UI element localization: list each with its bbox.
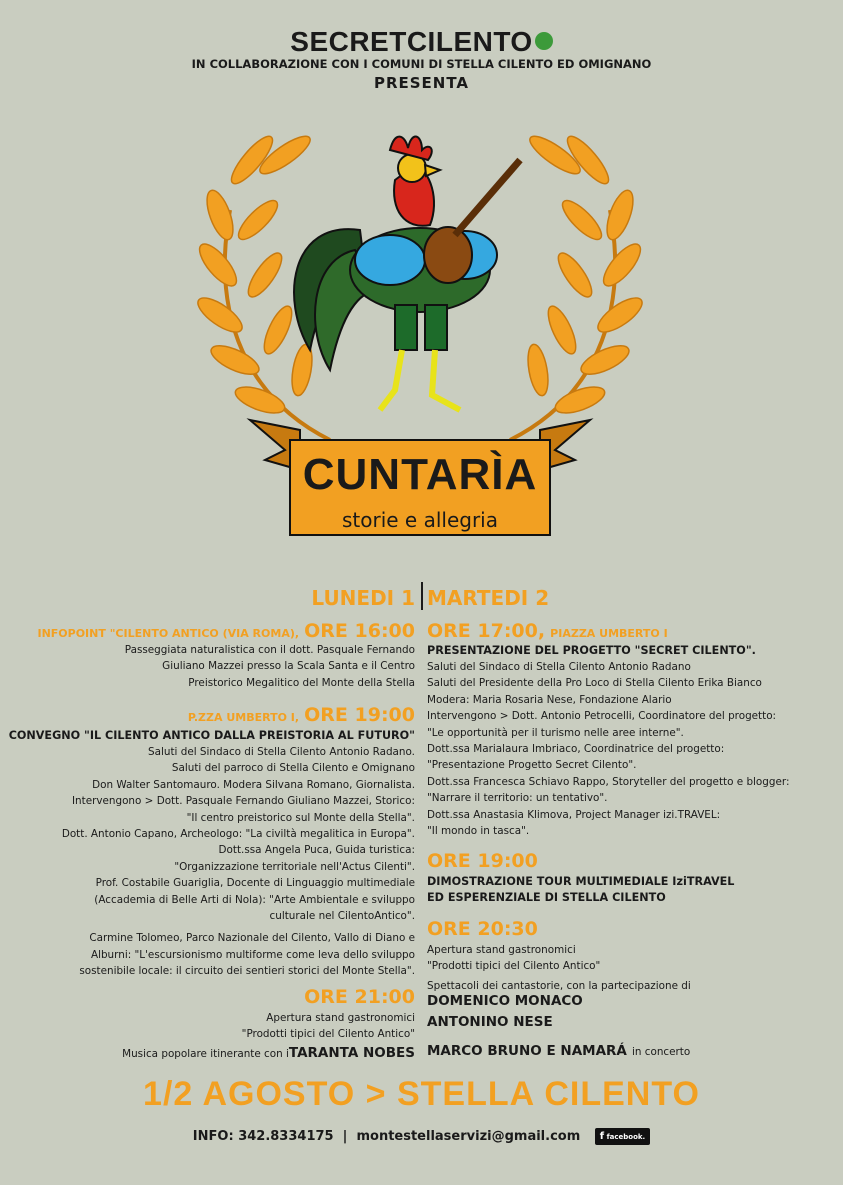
text-line: Passeggiata naturalistica con il dott. Pasquale Fernando — [124, 644, 415, 656]
info-label: INFO: — [192, 1129, 234, 1144]
right-event-3-body — [427, 942, 600, 975]
right-event-1-header — [427, 620, 668, 642]
day-right-header: MARTEDI 2 — [427, 586, 550, 610]
presenta-label: PRESENTA — [373, 74, 470, 92]
day-divider — [421, 582, 423, 610]
left-ev1-place: INFOPOINT "CILENTO ANTICO (VIA ROMA), — [37, 627, 300, 640]
text-line: sostenibile locale: il circuito dei sentieri storici del Monte Stella". — [79, 965, 415, 978]
text-line: "Organizzazione territoriale nell'Actus Cilenti". — [174, 860, 415, 873]
performer-name: ANTONINO NESE — [427, 1014, 553, 1030]
text-line: Don Walter Santomauro. Modera Silvana Romano, Giornalista. — [92, 778, 415, 791]
right-ev4-concert — [427, 1040, 690, 1061]
text-line: Saluti del parroco di Stella Cilento e Omignano — [171, 762, 415, 775]
text-line: "Il centro preistorico sul Monte della Stella". — [186, 811, 415, 824]
left-ev3-time: ORE 21:00 — [304, 986, 415, 1008]
text-line: ED ESPERENZIALE DI STELLA CILENTO — [427, 891, 666, 904]
text-line: "Prodotti tipici del Cilento Antico" — [241, 1028, 415, 1041]
left-ev3-music — [122, 1042, 415, 1063]
facebook-label: facebook. — [606, 1133, 646, 1141]
text-line: Apertura stand gastronomici — [266, 1012, 415, 1024]
text-line: Intervengono > Dott. Antonio Petrocelli, Coordinatore del progetto: — [427, 710, 777, 723]
left-event-2-body — [62, 744, 415, 980]
text-line: "Presentazione Progetto Secret Cilento". — [427, 759, 637, 772]
event-date-location: 1/2 AGOSTO > STELLA CILENTO — [143, 1075, 700, 1113]
facebook-icon[interactable]: f facebook. — [595, 1128, 650, 1145]
text-line: "Le opportunità per il turismo nelle aree interne". — [427, 726, 684, 739]
band-name: TARANTA NOBES — [288, 1045, 415, 1061]
text-line: culturale nel CilentoAntico". — [269, 910, 415, 923]
text-line: Saluti del Sindaco di Stella Cilento Antonio Radano. — [148, 746, 415, 758]
text-line: Preistorico Megalitico del Monte della Stella — [188, 676, 415, 689]
text-line: Carmine Tolomeo, Parco Nazionale del Cilento, Vallo di Diano e — [89, 932, 415, 945]
logo-title: CUNTARÌA — [302, 450, 538, 499]
text-line: Dott. Antonio Capano, Archeologo: "La civiltà megalitica in Europa". — [61, 828, 415, 841]
text-line: Saluti del Presidente della Pro Loco di Stella Cilento Erika Bianco — [427, 677, 762, 690]
text-line: Saluti del Sindaco di Stella Cilento Antonio Radano — [427, 661, 691, 673]
left-event-3-body — [242, 1010, 415, 1043]
laurel-right-icon — [510, 130, 647, 440]
music-text: Musica popolare itinerante con i — [122, 1048, 289, 1060]
concert-suffix: in concerto — [631, 1046, 691, 1058]
brand-logo — [0, 26, 843, 58]
email-link[interactable]: montestellaservizi@gmail.com — [356, 1129, 581, 1144]
text-line: "Narrare il territorio: un tentativo". — [427, 792, 608, 805]
text-line: Dott.ssa Angela Puca, Guida turistica: — [218, 844, 415, 857]
right-ev4-intro: Spettacoli dei cantastorie, con la partecipazione di — [427, 980, 691, 992]
text-line: Dott.ssa Anastasia Klimova, Project Manager izi.TRAVEL: — [427, 808, 721, 821]
collaboration-line: IN COLLABORAZIONE CON I COMUNI DI STELLA CILENTO ED OMIGNANO — [191, 57, 652, 71]
text-line: Dott.ssa Francesca Schiavo Rappo, Storyteller del progetto e blogger: — [427, 775, 790, 788]
day-left-header: LUNEDI 1 — [311, 586, 415, 610]
contact-info — [0, 1128, 843, 1145]
text-line: Intervengono > Dott. Pasquale Fernando Giuliano Mazzei, Storico: — [71, 795, 415, 808]
performer-name: MARCO BRUNO E NAMARÁ — [427, 1043, 627, 1059]
left-ev1-time: ORE 16:00 — [304, 620, 415, 642]
rooster-icon — [294, 136, 520, 410]
left-event-1-header — [37, 620, 415, 642]
text-line: Giuliano Mazzei presso la Scala Santa e il Centro — [162, 660, 415, 673]
logo-subtitle: storie e allegria — [341, 508, 498, 532]
text-line: Modera: Maria Rosaria Nese, Fondazione Alario — [427, 693, 672, 706]
text-line: Prof. Costabile Guariglia, Docente di Linguaggio multimediale — [95, 877, 415, 890]
left-ev2-title: CONVEGNO "IL CILENTO ANTICO DALLA PREISTORIA AL FUTURO" — [8, 729, 415, 742]
separator: | — [342, 1129, 348, 1144]
signal-icon — [535, 32, 553, 50]
text-line: Apertura stand gastronomici — [427, 944, 576, 956]
phone-number[interactable]: 342.8334175 — [238, 1129, 334, 1144]
right-ev3-time: ORE 20:30 — [427, 918, 538, 940]
left-event-1-body — [125, 642, 415, 691]
right-event-2-body — [427, 874, 734, 906]
right-ev2-time: ORE 19:00 — [427, 850, 538, 872]
right-ev1-title: PRESENTAZIONE DEL PROGETTO "SECRET CILENTO". — [427, 644, 756, 657]
performer-name: DOMENICO MONACO — [427, 993, 583, 1009]
left-ev2-place: P.ZZA UMBERTO I, — [187, 711, 300, 724]
text-line: (Accademia di Belle Arti di Nola): "Arte Ambientale e sviluppo — [94, 893, 415, 906]
text-line: DIMOSTRAZIONE TOUR MULTIMEDIALE IziTRAVEL — [427, 875, 735, 888]
right-ev1-place: PIAZZA UMBERTO I — [550, 627, 668, 640]
text-line: Alburni: "L'escursionismo multiforme come leva dello sviluppo — [90, 948, 415, 961]
left-ev2-time: ORE 19:00 — [304, 704, 415, 726]
right-event-1-body — [427, 659, 789, 839]
right-ev1-time: ORE 17:00, — [427, 620, 546, 642]
left-event-2-header — [188, 704, 415, 726]
brand-name: SECRETCILENTO — [290, 26, 533, 57]
text-line: "Il mondo in tasca". — [427, 825, 530, 838]
text-line: "Prodotti tipici del Cilento Antico" — [427, 960, 601, 973]
text-line: Dott.ssa Marialaura Imbriaco, Coordinatrice del progetto: — [427, 743, 725, 756]
